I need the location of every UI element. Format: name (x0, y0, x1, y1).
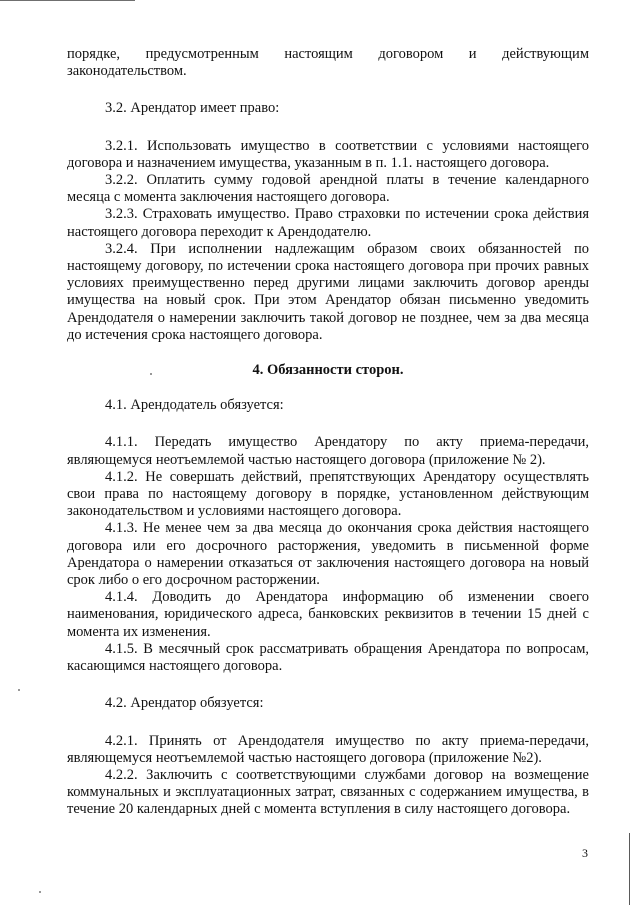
clause-3-2-4: 3.2.4. При исполнении надлежащим образом своих обязанностей по настоящему договору, по истечении срока настоящего договора при прочих равных условиях преимущественно перед другими лицами заключить договор аренды имущества на новый срок. При этом Арендатор обязан письменно уведомить Арендодателя о намерении заключить такой договор не позднее, чем за два месяца до истечения срока настоящего договора. (67, 240, 589, 343)
subheading-4-1: 4.1. Арендодатель обязуется: (105, 397, 284, 414)
clause-4-2-2: 4.2.2. Заключить с соответствующими службами договор на возмещение коммунальных и эксплуатационных затрат, связанных с содержанием имущества, в течение 20 календарных дней с момента вступления в силу настоящего договора. (67, 766, 589, 818)
clause-4-1-5: 4.1.5. В месячный срок рассматривать обращения Арендатора по вопросам, касающимся настоящего договора. (67, 640, 589, 675)
clause-4-1-2: 4.1.2. Не совершать действий, препятствующих Арендатору осуществлять свои права по настоящему договору в порядке, установленном действующим законодательством и условиями настоящего договора. (67, 468, 589, 520)
scan-speck (18, 689, 20, 691)
document-body (67, 46, 589, 819)
clause-3-2-2: 3.2.2. Оплатить сумму годовой арендной платы в течение календарного месяца с момента заключения настоящего договора. (67, 172, 589, 206)
clause-4-1-4: 4.1.4. Доводить до Арендатора информацию об изменении своего наименования, юридического адреса, банковских реквизитов в течении 15 дней с момента их изменения. (67, 589, 589, 640)
subheading-4-2: 4.2. Арендатор обязуется: (105, 695, 264, 712)
subheading-3-2: 3.2. Арендатор имеет право: (105, 100, 280, 117)
scan-speck (39, 891, 41, 893)
paragraph-continuation: порядке, предусмотренным настоящим договором и действующим законодательством. (67, 46, 589, 80)
clause-3-2-1: 3.2.1. Использовать имущество в соответствии с условиями настоящего договора и назначением имущества, указанным в п. 1.1. настоящего договора. (67, 137, 589, 171)
page-number: 3 (582, 846, 588, 860)
clause-4-2-1: 4.2.1. Принять от Арендодателя имущество по акту приема-передачи, являющемуся неотъемлемой частью настоящего договора (приложение №2). (67, 732, 589, 766)
clause-4-1-1: 4.1.1. Передать имущество Арендатору по акту приема-передачи, являющемуся неотъемлемой частью настоящего договора (приложение № 2). (67, 434, 589, 468)
scan-edge-top (0, 0, 135, 1)
section-title-4: 4. Обязанности сторон. (252, 362, 404, 379)
clause-4-1-3: 4.1.3. Не менее чем за два месяца до окончания срока действия настоящего договора или его досрочного расторжения, уведомить в письменной форме Арендатора о намерении отказаться от заключения настоящего договора на новый срок либо о его досрочном расторжении. (67, 520, 589, 589)
clause-3-2-3: 3.2.3. Страховать имущество. Право страховки по истечении срока действия настоящего договора переходит к Арендодателю. (67, 206, 589, 240)
scan-edge-right (629, 833, 630, 905)
